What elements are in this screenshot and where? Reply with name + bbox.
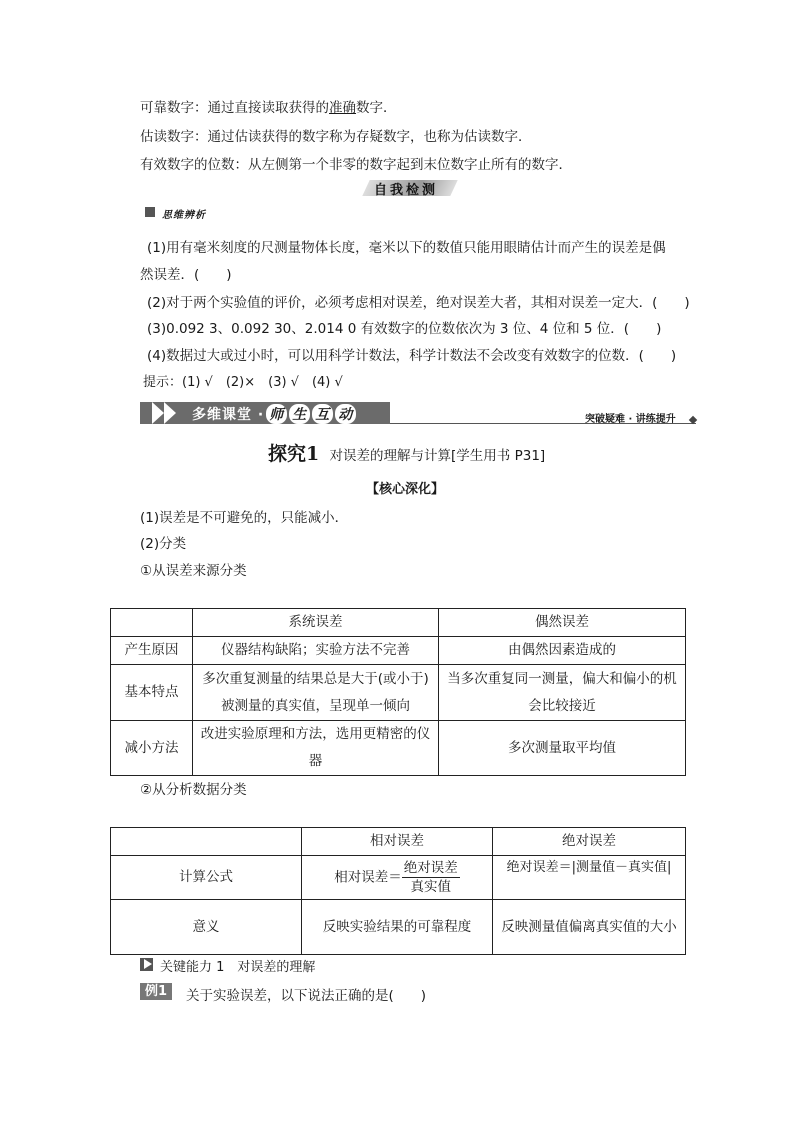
self-check-banner: 自我检测 xyxy=(358,178,460,198)
table-cell: 改进实验原理和方法，选用更精密的仪器 xyxy=(193,721,439,776)
banner-dot: · xyxy=(257,407,265,423)
q1-line-b: 然误差．( ) xyxy=(140,267,232,283)
table-cell: 反映实验结果的可靠程度 xyxy=(302,900,493,955)
section-banner xyxy=(140,402,390,424)
q2-line: (2)对于两个实验值的评价，必须考虑相对误差，绝对误差大者，其相对误差一定大．( ) xyxy=(147,295,690,311)
error-source-table xyxy=(110,608,686,776)
table-row xyxy=(111,721,686,776)
banner-pill: 生 xyxy=(289,404,310,424)
table-row-label: 意义 xyxy=(111,900,302,955)
core-heading: 【核心深化】 xyxy=(366,482,445,497)
banner-pill: 师 xyxy=(266,404,287,424)
fraction xyxy=(402,859,460,896)
chevron-icon xyxy=(164,402,176,424)
q1-line-a: (1)用有毫米刻度的尺测量物体长度，毫米以下的数值只能用眼睛估计而产生的误差是偶 xyxy=(147,240,666,256)
table-row xyxy=(111,856,686,900)
point-3: ①从误差来源分类 xyxy=(140,563,247,579)
play-icon xyxy=(140,958,153,971)
table-row-label: 基本特点 xyxy=(111,665,193,721)
banner-text: 多维课堂 xyxy=(192,407,252,423)
example-tag: 例1 xyxy=(140,983,172,1000)
table-header-cell: 偶然误差 xyxy=(439,609,686,637)
table-row-label: 计算公式 xyxy=(111,856,302,900)
table-cell: 反映测量值偏离真实值的大小 xyxy=(493,900,686,955)
point-4: ②从分析数据分类 xyxy=(140,782,247,798)
inquiry-number: 探究1 xyxy=(268,443,320,465)
relative-error-formula xyxy=(302,856,493,900)
table-row-label: 减小方法 xyxy=(111,721,193,776)
inquiry-heading xyxy=(268,439,545,466)
sigfig-line: 有效数字的位数：从左侧第一个非零的数字起到末位数字止所有的数字． xyxy=(140,157,572,173)
absolute-error-formula: 绝对误差＝|测量值－真实值| xyxy=(493,856,686,900)
table-header-cell: 绝对误差 xyxy=(493,828,686,856)
table-cell xyxy=(111,609,193,637)
table-cell: 多次测量取平均值 xyxy=(439,721,686,776)
self-check-sub: 思维辨析 xyxy=(162,210,206,221)
inquiry-title: 对误差的理解与计算[学生用书 P31] xyxy=(329,448,546,464)
formula-prefix: 相对误差＝ xyxy=(334,869,402,886)
point-2: (2)分类 xyxy=(140,536,187,552)
table-cell: 当多次重复同一测量，偏大和偏小的机会比较接近 xyxy=(439,665,686,721)
q3-line: (3)0.092 3、0.092 30、2.014 0 有效数字的位数依次为 3 位、4 位和 5 位．( ) xyxy=(147,321,662,337)
fraction-denominator: 真实值 xyxy=(410,879,451,895)
table-row xyxy=(111,900,686,955)
fraction-numerator: 绝对误差 xyxy=(403,860,458,876)
banner-pill: 互 xyxy=(312,404,333,424)
q4-line: (4)数据过大或过小时，可以用科学计数法，科学计数法不会改变有效数字的位数．( ) xyxy=(147,348,677,364)
table-row xyxy=(111,637,686,665)
key-ability-label: 关键能力 1 对误差的理解 xyxy=(160,960,316,975)
reliable-digit-line: 可靠数字：通过直接读取获得的准确数字． xyxy=(140,100,397,116)
table-cell: 由偶然因素造成的 xyxy=(439,637,686,665)
example-text: 关于实验误差，以下说法正确的是( ) xyxy=(186,988,427,1004)
table-header-row xyxy=(111,609,686,637)
table-row-label: 产生原因 xyxy=(111,637,193,665)
table-header-row xyxy=(111,828,686,856)
error-analysis-table xyxy=(110,827,686,955)
table-cell xyxy=(111,828,302,856)
estimated-digit-line: 估读数字：通过估读获得的数字称为存疑数字，也称为估读数字． xyxy=(140,129,532,145)
square-icon xyxy=(145,207,155,217)
table-header-cell: 相对误差 xyxy=(302,828,493,856)
chevron-icon xyxy=(152,402,164,424)
point-1: (1)误差是不可避免的，只能减小． xyxy=(140,510,349,526)
table-cell: 多次重复测量的结果总是大于(或小于)被测量的真实值，呈现单一倾向 xyxy=(193,665,439,721)
banner-right-note: 突破疑难 · 讲练提升 xyxy=(585,414,676,425)
table-header-cell: 系统误差 xyxy=(193,609,439,637)
hint-line: 提示：(1) √ (2)× (3) √ (4) √ xyxy=(143,375,343,390)
banner-pill: 动 xyxy=(335,404,356,424)
table-cell: 仪器结构缺陷；实验方法不完善 xyxy=(193,637,439,665)
table-row xyxy=(111,665,686,721)
